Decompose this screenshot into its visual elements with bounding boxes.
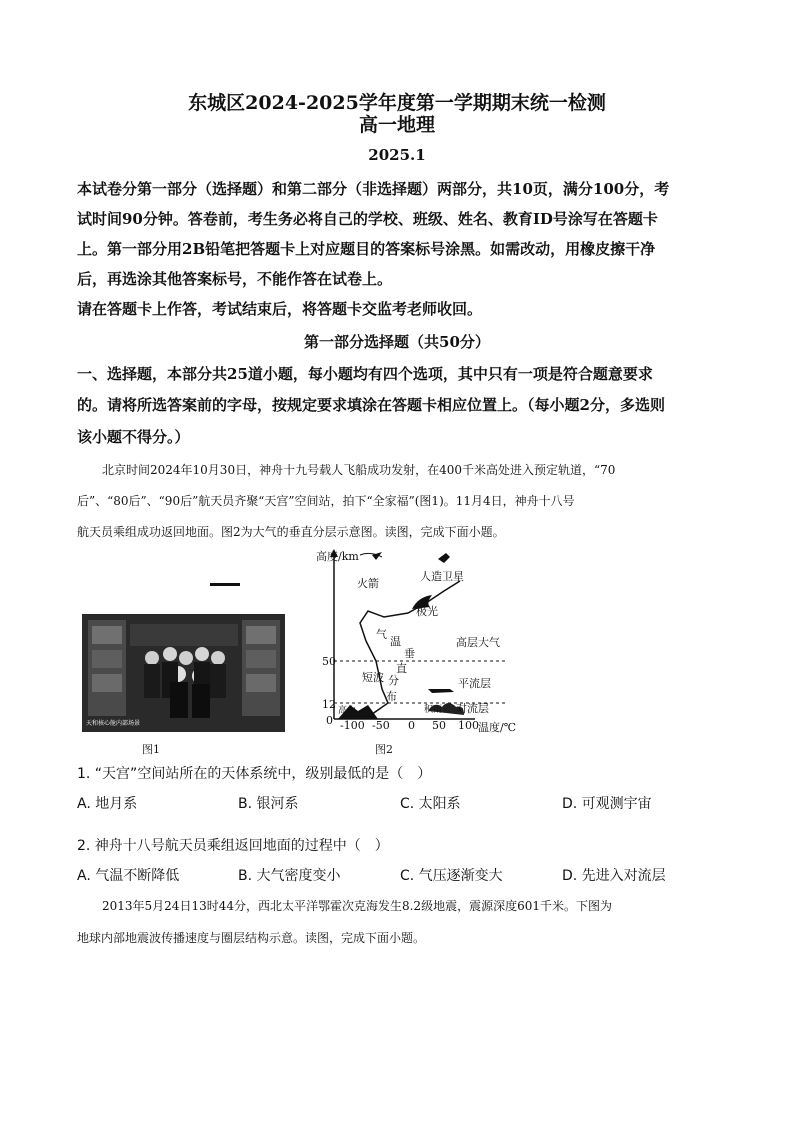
figure2-curve-label-4: 直 — [396, 662, 407, 675]
figure2-curve-label-2: 温 — [390, 635, 401, 648]
figure2-label-shortwave: 短波 — [362, 671, 384, 684]
figure2-label-stratosphere: 平流层 — [458, 677, 491, 690]
question-1-option-c[interactable]: C. 太阳系 — [400, 796, 461, 812]
figure2-curve-label-1: 气 — [376, 628, 387, 641]
figure2-label-aurora: 极光 — [416, 605, 438, 618]
instructions-line-4: 后，再选涂其他答案标号，不能作答在试卷上。 — [77, 270, 393, 288]
figure2-label-troposphere: 对流层 — [456, 702, 489, 715]
section-instruction-3: 该小题不得分。） — [77, 428, 190, 446]
figure2-x-tick-100: 100 — [458, 719, 479, 732]
figure2-curve-label-3: 垂 — [404, 647, 415, 660]
figure1-divider — [210, 583, 240, 586]
passage2-line-2: 地球内部地震波传播速度与圈层结构示意。读图，完成下面小题。 — [77, 931, 426, 945]
figure2-x-tick-50: 50 — [432, 719, 446, 732]
figure2-x-axis-label: 温度/℃ — [478, 721, 517, 734]
passage1-line-1: 北京时间2024年10月30日，神舟十九号载人飞船成功发射，在400千米高处进入预定轨道，“70 — [102, 463, 616, 477]
section-instruction-1: 一、选择题，本部分共25道小题，每小题均有四个选项，其中只有一项是符合题意要求 — [77, 365, 653, 383]
section-instruction-2: 的。请将所选答案前的字母，按规定要求填涂在答题卡相应位置上。（每小题2分，多选则 — [77, 396, 665, 414]
question-1-option-b[interactable]: B. 银河系 — [238, 796, 299, 812]
figure2-curve-label-6: 布 — [386, 690, 397, 703]
figure2-caption: 图2 — [375, 743, 393, 756]
figure2-y-tick-50: 50 — [322, 655, 336, 668]
question-1-stem: 1. “天宫”空间站所在的天体系统中，级别最低的是（ ） — [77, 766, 432, 782]
question-2-option-d[interactable]: D. 先进入对流层 — [562, 868, 666, 884]
instructions-line-3: 上。第一部分用2B铅笔把答题卡上对应题目的答案标号涂黑。如需改动，用橡皮擦干净 — [77, 240, 656, 258]
question-2-option-b[interactable]: B. 大气密度变小 — [238, 868, 341, 884]
instructions-line-5: 请在答题卡上作答，考试结束后，将答题卡交监考老师收回。 — [77, 300, 483, 318]
question-2-option-a[interactable]: A. 气温不断降低 — [77, 868, 180, 884]
exam-title: 东城区2024-2025学年度第一学期期末统一检测 — [188, 92, 606, 114]
question-2-stem: 2. 神舟十八号航天员乘组返回地面的过程中（ ） — [77, 838, 389, 854]
passage1-line-3: 航天员乘组成功返回地面。图2为大气的垂直分层示意图。读图，完成下面小题。 — [77, 525, 505, 539]
figure2-x-tick-0: 0 — [408, 719, 415, 732]
question-1-option-d[interactable]: D. 可观测宇宙 — [562, 796, 652, 812]
figure1-photo-caption: 天和核心舱内部场景 — [86, 720, 141, 727]
instructions-line-1: 本试卷分第一部分（选择题）和第二部分（非选择题）两部分，共10页，满分100分，考 — [77, 180, 670, 198]
figure2-label-mountain: 高山 — [338, 706, 357, 716]
exam-subject: 高一地理 — [358, 114, 435, 136]
passage2-line-1: 2013年5月24日13时44分，西北太平洋鄂霍次克海发生8.2级地震，震源深度601千米。下图为 — [102, 899, 612, 913]
question-1-option-a[interactable]: A. 地月系 — [77, 796, 138, 812]
figure1-caption: 图1 — [142, 743, 160, 756]
exam-date: 2025.1 — [368, 146, 426, 164]
question-2-option-c[interactable]: C. 气压逐渐变大 — [400, 868, 503, 884]
instructions-line-2: 试时间90分钟。答卷前，考生务必将自己的学校、班级、姓名、教育ID号涂写在答题卡 — [77, 210, 658, 228]
figure1-photo — [82, 614, 285, 732]
figure2-label-rocket: 火箭 — [357, 577, 379, 590]
figure2-label-upper-atmosphere: 高层大气 — [456, 636, 500, 649]
figure2-label-cloud: 积雨云 — [424, 705, 452, 715]
figure2-label-satellite: 人造卫星 — [420, 570, 464, 583]
passage1-line-2: 后”、“80后”、“90后”航天员齐聚“天宫”空间站，拍下“全家福”(图1)。11月4日，神舟十八号 — [77, 494, 575, 508]
figure2-y-axis-label: 高度/km — [316, 550, 359, 563]
figure2-x-tick-neg100: -100 — [340, 719, 365, 732]
figure2-y-tick-12: 12 — [322, 698, 336, 711]
section-heading: 第一部分选择题（共50分） — [304, 333, 490, 351]
figure2-y-tick-0: 0 — [326, 714, 333, 727]
figure2-curve-label-5: 分 — [388, 674, 399, 687]
figure2-x-tick-neg50: -50 — [372, 719, 390, 732]
